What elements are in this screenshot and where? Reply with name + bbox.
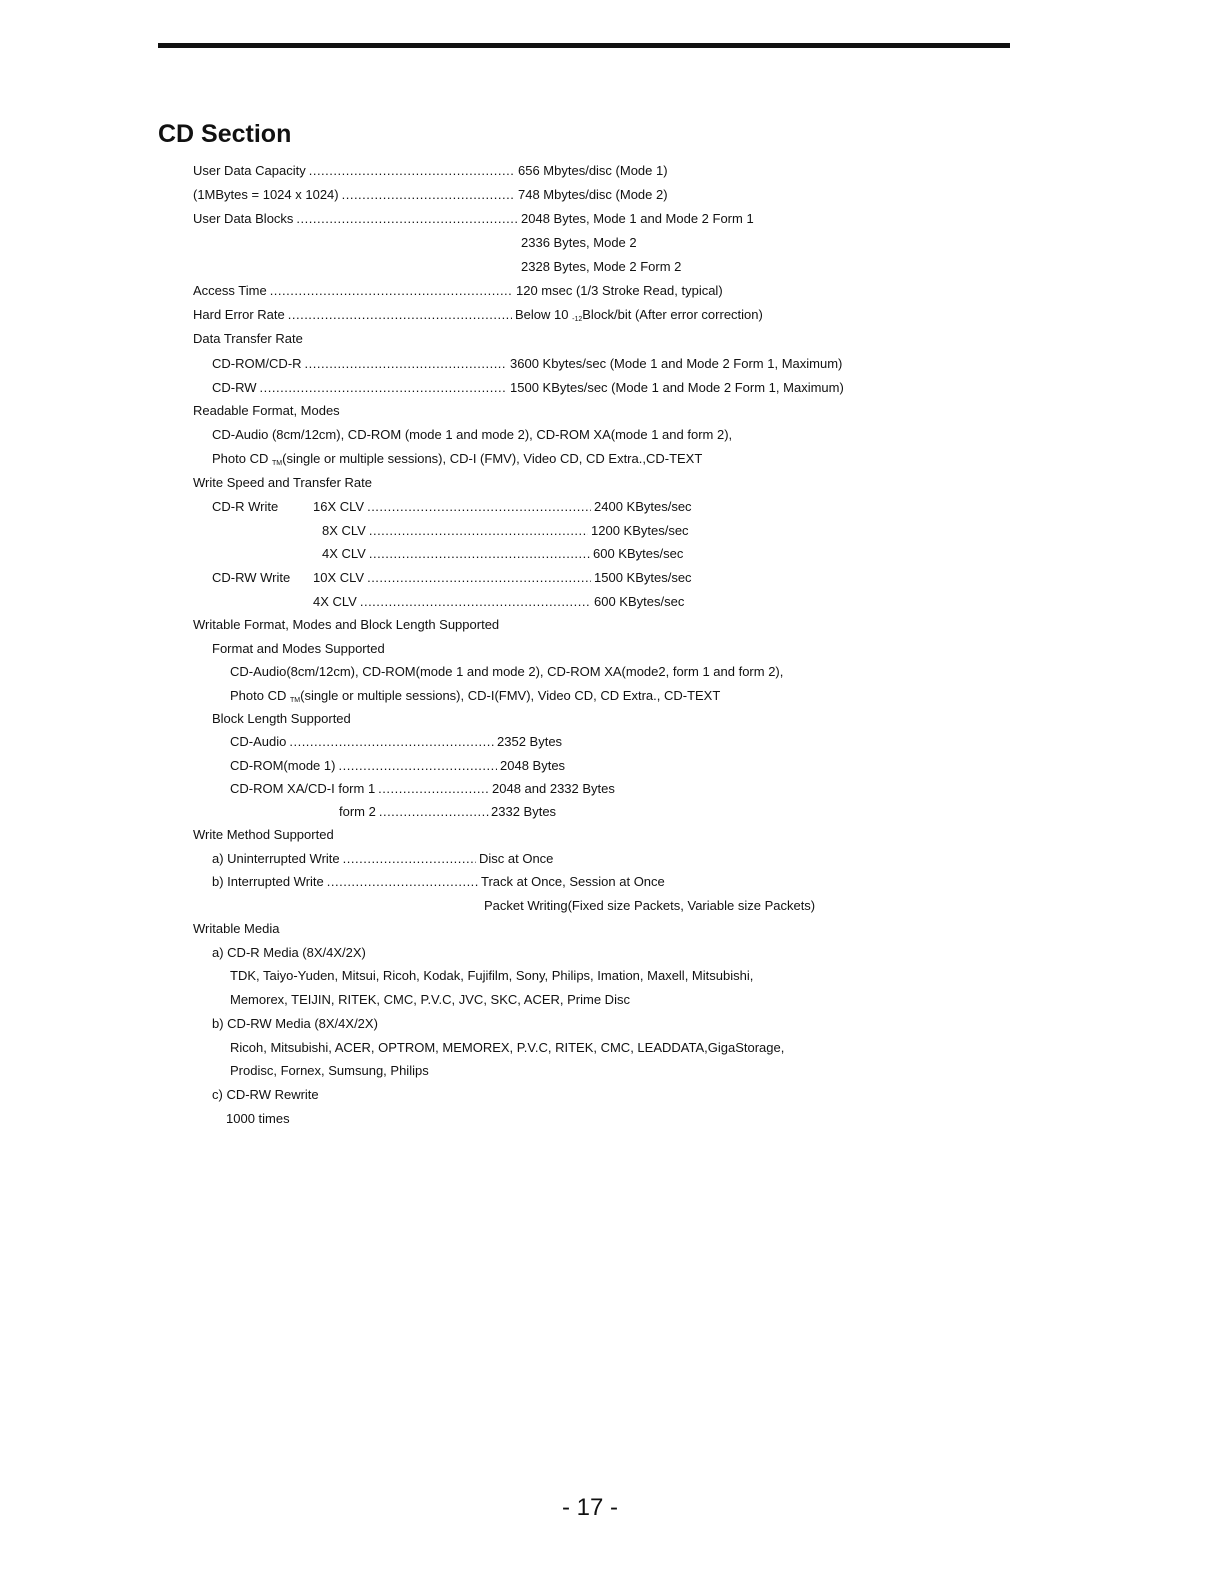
format-modes-line-1: CD-Audio(8cm/12cm), CD-ROM(mode 1 and mode 2), CD-ROM XA(mode2, form 1 and form 2), [230,664,784,679]
writable-media-cdrw-line-2: Prodisc, Fornex, Sumsung, Philips [230,1063,429,1078]
write-method-a-label: a) Uninterrupted Write ..... [212,851,476,867]
spec-label-user-data-capacity: User Data Capacity ..... [193,163,515,179]
spec-value-mbytes-def: 748 Mbytes/disc (Mode 2) [518,187,668,202]
top-rule [158,43,1010,48]
block-length-value: 2048 Bytes [500,758,566,773]
writable-media-cdr-line-2: Memorex, TEIJIN, RITEK, CMC, P.V.C, JVC, SKC, ACER, Prime Disc [230,992,630,1007]
exponent-text: -12 [572,316,583,323]
spec-label-hard-error-rate: Hard Error Rate ..... [193,307,512,323]
write-speed-row-label: 16X CLV ..... [313,499,591,515]
write-speed-row-label: 4X CLV ..... [322,546,590,562]
section-label-write-method: Write Method Supported [193,827,334,842]
write-method-b-value-2: Packet Writing(Fixed size Packets, Variable size Packets) [484,898,816,913]
spec-value-hard-error-rate: Below 10 $_{-12}$Block/bit (After error correction) [515,307,763,323]
write-speed-row-value: 1200 KBytes/sec [591,523,689,538]
spec-value-user-data-blocks-2: 2336 Bytes, Mode 2 [521,235,637,250]
trademark-text: TM [272,460,283,467]
subsection-label-format-modes: Format and Modes Supported [212,641,385,656]
section-label-writable-media: Writable Media [193,921,280,936]
spec-label-mbytes-def: (1MBytes = 1024 x 1024) ..... [193,187,515,203]
block-length-label: CD-ROM(mode 1) ..... [230,758,497,774]
write-method-b-value: Track at Once, Session at Once [481,874,665,889]
write-speed-row-label: 10X CLV ..... [313,570,591,586]
writable-media-rewrite-label: c) CD-RW Rewrite [212,1087,319,1102]
spec-value-cdrw-transfer: 1500 KBytes/sec (Mode 1 and Mode 2 Form 1, Maximum) [510,380,844,395]
block-length-value: 2048 and 2332 Bytes [492,781,615,796]
page-title: CD Section [158,120,292,148]
readable-format-line-1: CD-Audio (8cm/12cm), CD-ROM (mode 1 and mode 2), CD-ROM XA(mode 1 and form 2), [212,427,733,442]
write-speed-row-value: 1500 KBytes/sec [594,570,692,585]
section-label-writable-format: Writable Format, Modes and Block Length Supported [193,617,500,632]
section-label-readable-format: Readable Format, Modes [193,403,340,418]
spec-value-user-data-blocks-1: 2048 Bytes, Mode 1 and Mode 2 Form 1 [521,211,754,226]
format-modes-line-2: Photo CD $_{TM}$(single or multiple sessions), CD-I(FMV), Video CD, CD Extra., CD-TEXT [230,688,721,704]
write-speed-row-value: 600 KBytes/sec [593,546,684,561]
block-length-label: CD-ROM XA/CD-I form 1 ..... [230,781,489,797]
block-length-label: CD-Audio ..... [230,734,494,750]
section-label-data-transfer-rate: Data Transfer Rate [193,331,303,346]
spec-label-user-data-blocks: User Data Blocks ..... [193,211,518,227]
spec-label-access-time: Access Time ..... [193,283,513,299]
readable-format-line-2: Photo CD $_{TM}$(single or multiple sessions), CD-I (FMV), Video CD, CD Extra.,CD-TEXT [212,451,703,467]
write-speed-row-value: 2400 KBytes/sec [594,499,692,514]
spec-label-cdrom-transfer: CD-ROM/CD-R ..... [212,356,507,372]
write-speed-row-value: 600 KBytes/sec [594,594,685,609]
block-length-value: 2352 Bytes [497,734,563,749]
block-length-value: 2332 Bytes [491,804,557,819]
writable-media-cdr-line-1: TDK, Taiyo-Yuden, Mitsui, Ricoh, Kodak, Fujifilm, Sony, Philips, Imation, Maxell, Mitsubishi, [230,968,754,983]
spec-value-access-time: 120 msec (1/3 Stroke Read, typical) [516,283,723,298]
spec-value-user-data-capacity: 656 Mbytes/disc (Mode 1) [518,163,668,178]
subsection-label-block-length: Block Length Supported [212,711,351,726]
writable-media-cdrw-label: b) CD-RW Media (8X/4X/2X) [212,1016,378,1031]
write-speed-row-label: 4X CLV ..... [313,594,591,610]
spec-label-cdrw-transfer: CD-RW ..... [212,380,507,396]
writable-media-rewrite-value: 1000 times [226,1111,290,1126]
writable-media-cdr-label: a) CD-R Media (8X/4X/2X) [212,945,366,960]
spec-value-user-data-blocks-3: 2328 Bytes, Mode 2 Form 2 [521,259,682,274]
spec-value-cdrom-transfer: 3600 Kbytes/sec (Mode 1 and Mode 2 Form 1, Maximum) [510,356,843,371]
writable-media-cdrw-line-1: Ricoh, Mitsubishi, ACER, OPTROM, MEMOREX, P.V.C, RITEK, CMC, LEADDATA,GigaStorage, [230,1040,785,1055]
write-method-b-label: b) Interrupted Write ..... [212,874,478,890]
write-method-a-value: Disc at Once [479,851,554,866]
page-number: - 17 - [562,1494,619,1521]
section-label-write-speed: Write Speed and Transfer Rate [193,475,372,490]
trademark-text: TM [290,697,301,704]
write-speed-cdrw-label: CD-RW Write [212,570,291,585]
write-speed-cdr-label: CD-R Write [212,499,279,514]
block-length-label: form 2 ..... [339,804,489,820]
write-speed-row-label: 8X CLV ..... [322,523,588,539]
